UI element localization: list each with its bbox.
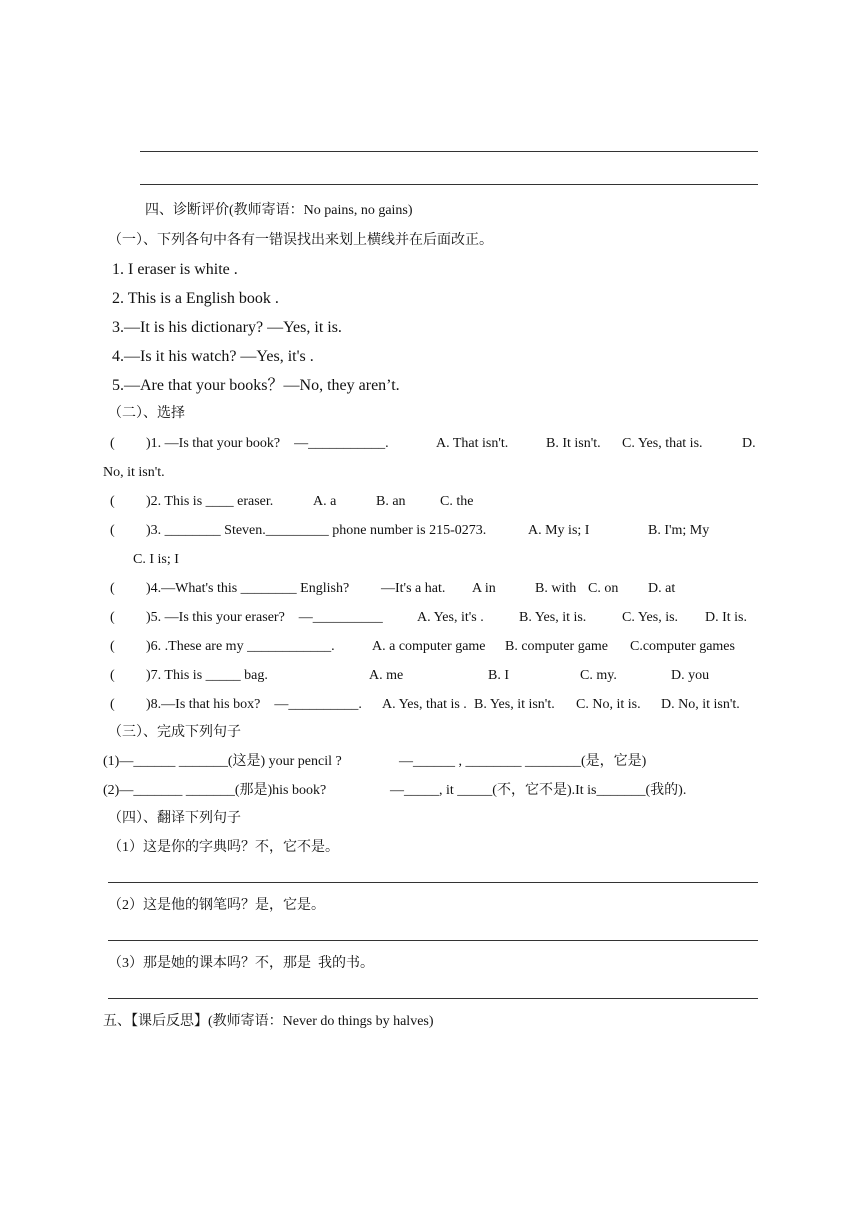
q3-paren: ( (110, 523, 115, 538)
q1-stem: )1. —Is that your book? —___________. (146, 436, 389, 451)
q1-option-d-text: No, it isn't. (103, 465, 165, 480)
q6-option-a: A. a computer game (372, 639, 486, 654)
q4-option-d: D. at (648, 581, 676, 596)
q5-paren: ( (110, 610, 115, 625)
complete-sentence-2-answer: —_____, it _____(不，它不是).It is_______(我的). (390, 783, 687, 798)
q4-answer: —It's a hat. (381, 581, 446, 596)
q6-option-b: B. computer game (505, 639, 609, 654)
q4-option-a: A in (472, 581, 496, 596)
q6-option-c: C.computer games (630, 639, 735, 654)
complete-sentence-2-question: (2)—_______ _______(那是)his book? (103, 783, 327, 798)
q8-paren: ( (110, 697, 115, 712)
q6-paren: ( (110, 639, 115, 654)
q7-option-c: C. my. (580, 668, 617, 683)
complete-sentence-1-question: (1)—______ _______(这是) your pencil ? (103, 754, 342, 769)
q8-option-a: A. Yes, that is . (382, 697, 467, 712)
q7-option-a: A. me (369, 668, 404, 683)
q7-stem: )7. This is _____ bag. (146, 668, 268, 683)
q5-option-c: C. Yes, is. (622, 610, 679, 625)
q8-option-c: C. No, it is. (576, 697, 641, 712)
q2-paren: ( (110, 494, 115, 509)
q2-stem: )2. This is ____ eraser. (146, 494, 274, 509)
q7-option-d: D. you (671, 668, 710, 683)
q7-paren: ( (110, 668, 115, 683)
q3-option-a: A. My is; I (528, 523, 590, 538)
answer-line-top-1 (140, 151, 758, 152)
error-item-4: 4.—Is it his watch? —Yes, it's . (112, 348, 314, 365)
q4-option-b: B. with (535, 581, 577, 596)
complete-sentence-1-answer: —______ , ________ ________(是，它是) (399, 754, 647, 769)
q5-stem: )5. —Is this your eraser? —__________ (146, 610, 383, 625)
q1-option-a: A. That isn't. (436, 436, 509, 451)
q1-paren: ( (110, 436, 115, 451)
q1-option-b: B. It isn't. (546, 436, 601, 451)
q4-paren: ( (110, 581, 115, 596)
part-two-heading: （二）、选择 (108, 406, 185, 421)
error-item-2: 2. This is a English book . (112, 290, 279, 307)
section-four-title: 四、诊断评价(教师寄语：No pains, no gains) (145, 203, 413, 218)
q3-stem: )3. ________ Steven._________ phone number is 215-0273. (146, 523, 487, 538)
error-item-5: 5.—Are that your books？—No, they aren’t. (112, 377, 400, 394)
error-item-3: 3.—It is his dictionary? —Yes, it is. (112, 319, 342, 336)
part-three-heading: （三）、完成下列句子 (108, 725, 241, 740)
translate-item-3: （3）那是她的课本吗？不，那是 我的书。 (108, 956, 374, 971)
q8-option-d: D. No, it isn't. (661, 697, 740, 712)
translate-item-2: （2）这是他的钢笔吗？是，它是。 (108, 898, 325, 913)
q5-option-a: A. Yes, it's . (417, 610, 484, 625)
part-one-heading: （一）、下列各句中各有一错误找出来划上横线并在后面改正。 (108, 233, 493, 248)
q5-option-b: B. Yes, it is. (519, 610, 587, 625)
q6-stem: )6. .These are my ____________. (146, 639, 335, 654)
translate-answer-line-2 (108, 940, 758, 941)
q4-stem: )4.—What's this ________ English? (146, 581, 350, 596)
q8-stem: )8.—Is that his box? —__________. (146, 697, 362, 712)
q8-option-b: B. Yes, it isn't. (474, 697, 555, 712)
q3-option-c: C. I is; I (133, 552, 179, 567)
q2-option-c: C. the (440, 494, 474, 509)
q4-option-c: C. on (588, 581, 619, 596)
q3-option-b: B. I'm; My (648, 523, 710, 538)
translate-answer-line-3 (108, 998, 758, 999)
q1-option-d-label: D. (742, 436, 756, 451)
q1-option-c: C. Yes, that is. (622, 436, 703, 451)
translate-item-1: （1）这是你的字典吗？不，它不是。 (108, 840, 339, 855)
part-four-heading: （四）、翻译下列句子 (108, 811, 241, 826)
q7-option-b: B. I (488, 668, 509, 683)
q2-option-a: A. a (313, 494, 337, 509)
q2-option-b: B. an (376, 494, 406, 509)
error-item-1: 1. I eraser is white . (112, 261, 238, 278)
translate-answer-line-1 (108, 882, 758, 883)
section-five-title: 五、【课后反思】(教师寄语：Never do things by halves) (103, 1014, 434, 1029)
answer-line-top-2 (140, 184, 758, 185)
q5-option-d: D. It is. (705, 610, 747, 625)
